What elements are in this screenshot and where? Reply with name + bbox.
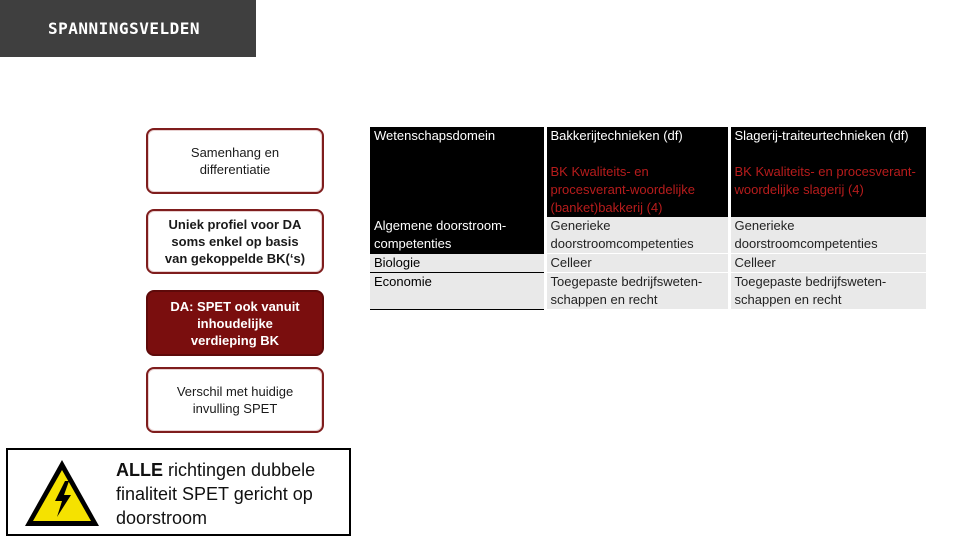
row-domain-algemeen: Algemene doorstroom-competenties [370,217,545,254]
table-header-row [370,127,926,145]
box-verschil-line2: invulling SPET [192,401,278,416]
box-samenhang-line2: differentiatie [199,162,271,177]
box-da-line1: DA: SPET ook vanuit [170,298,300,314]
box-samenhang-line1: Samenhang en [190,145,280,160]
warning-text [116,458,346,530]
comparison-table [370,127,926,310]
high-voltage-warning-icon [22,457,102,529]
box-samenhang [146,128,324,194]
section-title [0,0,256,57]
row-domain-biologie: Biologie [370,254,545,273]
box-verschil [146,367,324,433]
box-uniek-line1: Uniek profiel voor DA [168,217,302,232]
bk-slagerij: BK Kwaliteits- en procesverant-woordelijke slagerij (4) [729,145,926,217]
row-bakkerij-generiek: Generieke doorstroomcompetenties [545,217,729,254]
box-uniek-profiel [146,209,324,274]
section-title-text: SPANNINGSVELDEN [48,19,200,38]
table-row [370,254,926,273]
row-domain-economie: Economie [370,273,545,310]
row-bakkerij-bedrijf: Toegepaste bedrijfsweten-schappen en recht [545,273,729,310]
header-wetenschapsdomein: Wetenschapsdomein [370,127,545,145]
row-slagerij-bedrijf: Toegepaste bedrijfsweten-schappen en recht [729,273,926,310]
warning-callout [6,448,351,536]
row-slagerij-generiek: Generieke doorstroomcompetenties [729,217,926,254]
box-da-line3: verdieping BK [190,332,280,348]
header-slagerij: Slagerij-traiteurtechnieken (df) [729,127,926,145]
warning-body: richtingen dubbele finaliteit SPET gericht op doorstroom [116,460,316,528]
table-bk-row [370,145,926,217]
bk-bakkerij: BK Kwaliteits- en procesverant-woordelijke (banket)bakkerij (4) [545,145,729,217]
box-uniek-line2: soms enkel op basis [171,234,299,249]
table-row [370,217,926,254]
bk-empty-cell [370,145,545,217]
row-bakkerij-celleer: Celleer [545,254,729,273]
row-slagerij-celleer: Celleer [729,254,926,273]
table-row [370,273,926,310]
header-bakkerij: Bakkerijtechnieken (df) [545,127,729,145]
box-da-line2: inhoudelijke [197,315,273,331]
box-da-spet [146,290,324,356]
box-uniek-line3: van gekoppelde BK(‘s) [164,251,306,266]
box-verschil-line1: Verschil met huidige [176,384,294,399]
warning-strong: ALLE [116,460,163,480]
